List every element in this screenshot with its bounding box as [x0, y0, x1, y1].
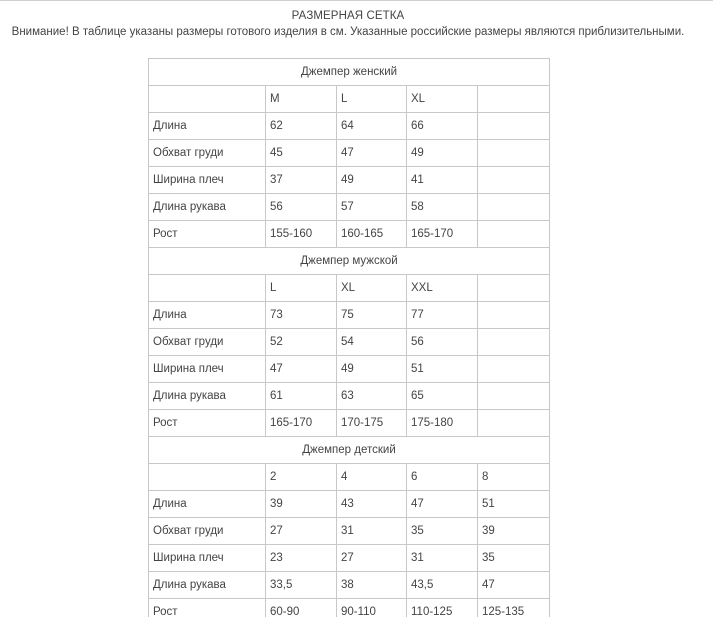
measurement-value: 110-125: [407, 599, 478, 617]
measurement-value: 51: [478, 491, 550, 518]
measurement-label: Длина: [149, 113, 266, 140]
size-notice: Внимание! В таблице указаны размеры готового изделия в см. Указанные российские размеры являются приблизительными.: [11, 26, 685, 38]
measurement-value: [478, 410, 550, 437]
size-header-cell: 8: [478, 464, 550, 491]
size-chart-body: [149, 59, 550, 617]
table-row: [149, 356, 550, 383]
measurement-label: Ширина плеч: [149, 356, 266, 383]
measurement-value: [478, 383, 550, 410]
measurement-label: Длина: [149, 302, 266, 329]
table-row: [149, 194, 550, 221]
measurement-value: 31: [337, 518, 407, 545]
measurement-value: 165-170: [266, 410, 337, 437]
measurement-value: 47: [337, 140, 407, 167]
measurement-value: 47: [407, 491, 478, 518]
measurement-value: 23: [266, 545, 337, 572]
table-row: [149, 410, 550, 437]
measurement-label: Обхват груди: [149, 518, 266, 545]
table-row: [149, 140, 550, 167]
measurement-value: 54: [337, 329, 407, 356]
measurement-value: 56: [407, 329, 478, 356]
measurement-value: 52: [266, 329, 337, 356]
section-title: Джемпер мужской: [149, 248, 550, 275]
measurement-value: 39: [266, 491, 337, 518]
page-title: РАЗМЕРНАЯ СЕТКА: [291, 10, 405, 22]
measurement-label: Ширина плеч: [149, 167, 266, 194]
size-header-row: [149, 86, 550, 113]
measurement-value: 165-170: [407, 221, 478, 248]
size-header-label-cell: [149, 275, 266, 302]
measurement-label: Рост: [149, 599, 266, 617]
size-header-cell: 6: [407, 464, 478, 491]
measurement-label: Рост: [149, 410, 266, 437]
measurement-value: 31: [407, 545, 478, 572]
size-header-cell: [478, 86, 550, 113]
table-row: [149, 491, 550, 518]
section-title: Джемпер детский: [149, 437, 550, 464]
measurement-label: Рост: [149, 221, 266, 248]
measurement-value: 155-160: [266, 221, 337, 248]
measurement-value: 35: [478, 545, 550, 572]
measurement-value: [478, 302, 550, 329]
table-row: [149, 329, 550, 356]
size-header-cell: L: [337, 86, 407, 113]
measurement-label: Ширина плеч: [149, 545, 266, 572]
table-row: [149, 518, 550, 545]
measurement-value: 58: [407, 194, 478, 221]
size-header-cell: L: [266, 275, 337, 302]
measurement-value: 66: [407, 113, 478, 140]
measurement-value: [478, 113, 550, 140]
measurement-value: 62: [266, 113, 337, 140]
table-row: [149, 599, 550, 617]
measurement-value: 49: [337, 167, 407, 194]
measurement-label: Длина рукава: [149, 194, 266, 221]
section-title-row: [149, 437, 550, 464]
measurement-value: 73: [266, 302, 337, 329]
table-row: [149, 113, 550, 140]
measurement-value: [478, 194, 550, 221]
size-header-cell: 2: [266, 464, 337, 491]
size-header-label-cell: [149, 464, 266, 491]
measurement-value: 49: [337, 356, 407, 383]
measurement-value: 75: [337, 302, 407, 329]
table-row: [149, 383, 550, 410]
measurement-value: [478, 329, 550, 356]
size-header-cell: 4: [337, 464, 407, 491]
section-title-row: [149, 59, 550, 86]
measurement-value: 61: [266, 383, 337, 410]
measurement-value: [478, 140, 550, 167]
measurement-value: [478, 221, 550, 248]
size-chart-table: [148, 58, 550, 617]
measurement-value: 43: [337, 491, 407, 518]
measurement-value: 38: [337, 572, 407, 599]
measurement-value: [478, 356, 550, 383]
measurement-value: 33,5: [266, 572, 337, 599]
table-row: [149, 167, 550, 194]
section-title: Джемпер женский: [149, 59, 550, 86]
measurement-value: 63: [337, 383, 407, 410]
section-title-row: [149, 248, 550, 275]
size-header-row: [149, 275, 550, 302]
measurement-value: 64: [337, 113, 407, 140]
size-header-cell: [478, 275, 550, 302]
table-row: [149, 302, 550, 329]
measurement-value: 57: [337, 194, 407, 221]
measurement-value: 43,5: [407, 572, 478, 599]
measurement-value: 175-180: [407, 410, 478, 437]
measurement-value: 170-175: [337, 410, 407, 437]
measurement-value: 90-110: [337, 599, 407, 617]
measurement-value: 51: [407, 356, 478, 383]
measurement-label: Длина: [149, 491, 266, 518]
size-header-label-cell: [149, 86, 266, 113]
measurement-value: 49: [407, 140, 478, 167]
size-header-cell: XXL: [407, 275, 478, 302]
size-header-cell: M: [266, 86, 337, 113]
measurement-value: 45: [266, 140, 337, 167]
measurement-label: Обхват груди: [149, 329, 266, 356]
table-row: [149, 572, 550, 599]
table-row: [149, 221, 550, 248]
measurement-value: 27: [266, 518, 337, 545]
size-header-row: [149, 464, 550, 491]
size-header-cell: XL: [407, 86, 478, 113]
measurement-value: 47: [478, 572, 550, 599]
measurement-value: 77: [407, 302, 478, 329]
measurement-value: [478, 167, 550, 194]
top-divider: [0, 0, 713, 1]
measurement-value: 47: [266, 356, 337, 383]
table-row: [149, 545, 550, 572]
measurement-label: Обхват груди: [149, 140, 266, 167]
measurement-value: 37: [266, 167, 337, 194]
measurement-label: Длина рукава: [149, 572, 266, 599]
measurement-value: 56: [266, 194, 337, 221]
measurement-value: 35: [407, 518, 478, 545]
measurement-value: 27: [337, 545, 407, 572]
measurement-value: 60-90: [266, 599, 337, 617]
measurement-value: 39: [478, 518, 550, 545]
measurement-value: 160-165: [337, 221, 407, 248]
measurement-value: 41: [407, 167, 478, 194]
size-header-cell: XL: [337, 275, 407, 302]
measurement-label: Длина рукава: [149, 383, 266, 410]
measurement-value: 65: [407, 383, 478, 410]
measurement-value: 125-135: [478, 599, 550, 617]
